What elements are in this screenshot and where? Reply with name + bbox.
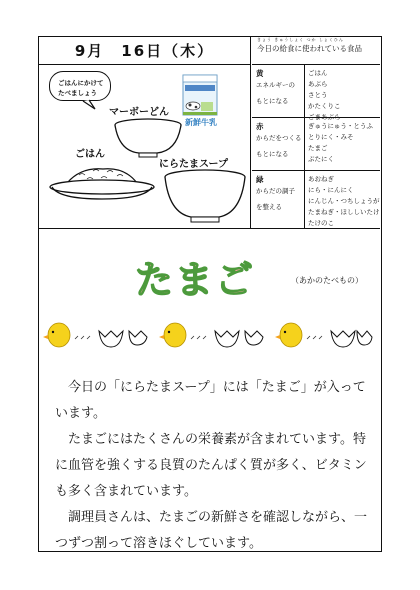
chick-icon: [275, 323, 302, 347]
milk-carton-icon: [183, 75, 217, 115]
eggshell-icon: [99, 331, 147, 347]
chick-border: [39, 305, 380, 365]
food-item: たまねぎ・ほししいたけ: [308, 208, 380, 216]
ingredients-heading: [252, 37, 380, 65]
menu-sheet: [38, 36, 382, 552]
food-item: ぶたにく: [308, 155, 334, 163]
speech-bubble-line1: ごはんにかけて: [58, 79, 104, 87]
top-section: [39, 37, 380, 229]
food-item: あぶら: [308, 80, 328, 88]
dish-rice-label: ごはん: [75, 149, 105, 160]
date-title: 9月 16日（木）: [39, 37, 251, 65]
food-group-red: [252, 118, 380, 171]
food-group-items: [308, 174, 380, 229]
food-item: あおねぎ: [308, 175, 334, 183]
mapo-bowl-icon: [115, 119, 181, 157]
food-item: にんじん・つちしょうが: [308, 197, 380, 205]
food-item: たまご: [308, 144, 328, 152]
chick-icon: [43, 323, 70, 347]
motion-marks: [75, 336, 90, 339]
food-item: さとう: [308, 91, 328, 99]
feature-note: （あかのたべもの）: [291, 276, 363, 285]
food-group-name: 緑: [256, 175, 264, 184]
soup-bowl-icon: [165, 170, 245, 222]
food-item: とりにく・みそ: [308, 133, 354, 141]
chick-icon: [159, 323, 186, 347]
ingredients-heading-ruby: きょう きゅうしょく つか しょくひん: [257, 37, 344, 42]
milk-label: 新鮮牛乳: [185, 118, 217, 127]
food-item: かたくりこ: [308, 102, 341, 110]
food-group-name: 黄: [256, 69, 264, 78]
motion-marks: [307, 336, 322, 339]
food-group-items: [308, 121, 373, 165]
food-item: たけのこ: [308, 219, 334, 227]
food-group-desc: からだをつくる: [256, 134, 302, 142]
food-groups: [252, 65, 380, 228]
food-group-green: [252, 171, 380, 228]
food-group-desc: からだの調子: [256, 187, 295, 195]
eggshell-icon: [331, 331, 372, 347]
feature-paragraph: たまごにはたくさんの栄養素が含まれています。特に血管を強くする良質のたんぱく質が多く、ビタミンも多く含まれています。: [55, 432, 367, 499]
food-item: にら・にんにく: [308, 186, 354, 194]
food-group-divider: [304, 118, 305, 170]
eggshell-icon: [215, 331, 263, 347]
food-item: ごはん: [308, 69, 328, 77]
food-group-name: 赤: [256, 122, 264, 131]
food-item: ぎゅうにゅう・とうふ: [308, 122, 373, 130]
speech-bubble-tail: [83, 100, 95, 109]
feature-body: [55, 375, 373, 557]
dish-illustrations: [39, 65, 251, 228]
food-group-divider: [304, 65, 305, 117]
food-group-divider: [304, 171, 305, 228]
food-group-desc: エネルギーの: [256, 81, 295, 89]
food-group-items: [308, 68, 341, 123]
feature-paragraph: 今日の「にらたまスープ」には「たまご」が入っています。: [55, 380, 366, 421]
food-group-yellow: [252, 65, 380, 121]
motion-marks: [191, 336, 206, 339]
feature-section: [39, 229, 380, 550]
food-item: ごまあぶら: [308, 113, 341, 121]
dish-soup-label: にらたまスープ: [159, 159, 228, 170]
food-group-desc: を整える: [256, 203, 282, 211]
feature-title: たまご: [135, 258, 256, 302]
rice-plate-icon: [50, 169, 154, 199]
speech-bubble-line2: たべましょう: [58, 89, 97, 97]
food-group-desc: もとになる: [256, 97, 289, 105]
dish-mapo-label: マーボーどん: [109, 107, 169, 118]
dish-drawings: [39, 65, 251, 228]
food-group-desc: もとになる: [256, 150, 289, 158]
ingredients-heading-text: 今日の給食に使われている食品: [257, 44, 362, 53]
feature-paragraph: 調理員さんは、たまごの新鮮さを確認しながら、一つずつ割って溶きほぐしています。: [55, 510, 368, 551]
